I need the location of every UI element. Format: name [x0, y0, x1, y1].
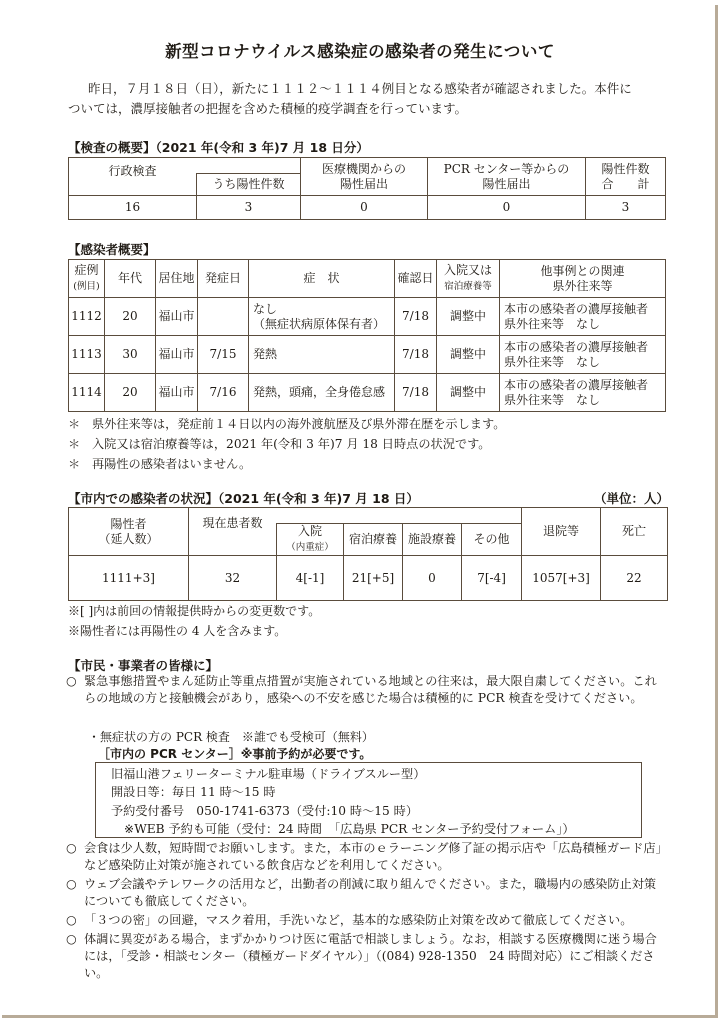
pcr-location: 旧福山港フェリーターミナル駐車場（ドライブスルー型）: [111, 767, 426, 781]
inspection-heading: 【検査の概要】（2021 年(令和 3 年)7 月 18 日分）: [68, 140, 369, 155]
advice-item: ○ 体調に異変がある場合，まずかかりつけ医に電話で相談しましょう。なお，相談する医療機関に迷う場合には，「受診・相談センター（積極ガードダイヤル）」（(084) 928-1350 24 時間対応）にご相談ください。: [66, 932, 657, 980]
header-onset: 発症日: [198, 260, 249, 298]
case-note: ＊ 県外往来等は，発症前１４日以内の海外渡航歴及び県外滞在歴を示します。: [68, 417, 506, 431]
header-medical: 医療機関からの 陽性届出: [301, 158, 428, 196]
header-age: 年代: [105, 260, 156, 298]
header-positive: 陽性者 （延人数）: [69, 508, 189, 556]
value-hospital: 4[-1]: [277, 556, 344, 601]
case-relation: 本市の感染者の濃厚接触者 県外往来等 なし: [500, 374, 666, 412]
pcr-web-link[interactable]: ※WEB 予約も可能（受付：24 時間 「広島県 PCR センター予約受付フォーム」）: [124, 822, 575, 836]
case-confirmed: 7/18: [395, 298, 437, 336]
citizens-heading: 【市民・事業者の皆様に】: [68, 658, 219, 673]
case-relation: 本市の感染者の濃厚接触者 県外往来等 なし: [500, 336, 666, 374]
header-status: 入院又は 宿泊療養等: [437, 260, 500, 298]
value-admin: 16: [69, 196, 197, 220]
cases-heading: 【感染者概要】: [68, 242, 156, 257]
value-facility: 0: [403, 556, 462, 601]
header-positive-of: うち陽性件数: [197, 174, 301, 196]
value-current: 32: [189, 556, 277, 601]
value-other: 7[-4]: [462, 556, 522, 601]
case-residence: 福山市: [156, 374, 198, 412]
case-number: 1112: [69, 298, 105, 336]
case-status: 調整中: [437, 374, 500, 412]
value-discharged: 1057[+3]: [522, 556, 601, 601]
header-hotel: 宿泊療養: [344, 524, 403, 556]
case-status: 調整中: [437, 336, 500, 374]
advice-item: ○ ウェブ会議やテレワークの活用など，出勤者の削減に取り組んでください。また，職場内の感染防止対策についても徹底してください。: [66, 877, 657, 908]
case-age: 30: [105, 336, 156, 374]
case-number: 1114: [69, 374, 105, 412]
pcr-hours: 開設日等：毎日 11 時～15 時: [111, 785, 276, 799]
header-residence: 居住地: [156, 260, 198, 298]
header-hospital: 入院 （内重症）: [277, 524, 344, 556]
circle-bullet-icon: ○: [66, 841, 77, 855]
status-unit: （単位：人）: [594, 491, 670, 506]
value-pcr: 0: [428, 196, 586, 220]
advice-item: ○ 「３つの密」の回避，マスク着用，手洗いなど，基本的な感染防止対策を改めて徹底してください。: [66, 913, 633, 927]
case-confirmed: 7/18: [395, 336, 437, 374]
advice-item: ○ 緊急事態措置やまん延防止等重点措置が実施されている地域との往来は，最大限自粛してください。これらの地域の方と接触機会があり，感染への不安を感じた場合は積極的に PCR 検査を受けてください。: [66, 674, 657, 705]
case-residence: 福山市: [156, 298, 198, 336]
header-current: 現在患者数: [189, 524, 277, 556]
case-onset: 7/15: [198, 336, 249, 374]
inspection-table: [68, 157, 666, 220]
page-shadow-right: [715, 5, 718, 1018]
header-pcr-center: PCR センター等からの 陽性届出: [428, 158, 586, 196]
case-age: 20: [105, 374, 156, 412]
circle-bullet-icon: ○: [66, 932, 77, 946]
header-admin: 行政検査: [69, 174, 197, 196]
circle-bullet-icon: ○: [66, 877, 77, 891]
pcr-center-box: [95, 762, 642, 838]
header-death: 死亡: [601, 508, 668, 556]
header-symptoms: 症 状: [249, 260, 395, 298]
case-note: ＊ 再陽性の感染者はいません。: [68, 457, 252, 471]
pcr-intro: ・無症状の方の PCR 検査 ※誰でも受検可（無料）: [88, 730, 374, 744]
intro-line-1: 昨日，７月１８日（日），新たに１１１２～１１１４例目となる感染者が確認されました。本件に: [88, 81, 632, 96]
case-relation: 本市の感染者の濃厚接触者 県外往来等 なし: [500, 298, 666, 336]
header-discharged: 退院等: [522, 508, 601, 556]
value-medical: 0: [301, 196, 428, 220]
pcr-center-heading: ［市内の PCR センター］※事前予約が必要です。: [98, 747, 372, 761]
circle-bullet-icon: ○: [66, 913, 77, 927]
case-row: [69, 336, 666, 374]
value-hotel: 21[+5]: [344, 556, 403, 601]
header-facility: 施設療養: [403, 524, 462, 556]
header-case: 症例 (例目): [69, 260, 105, 298]
case-row: [69, 374, 666, 412]
value-death: 22: [601, 556, 668, 601]
case-symptoms: 発熱: [249, 336, 395, 374]
case-note: ＊ 入院又は宿泊療養等は，2021 年(令和 3 年)7 月 18 日時点の状況です。: [68, 437, 491, 451]
header-relation: 他事例との関連 県外往来等: [500, 260, 666, 298]
pcr-phone: 予約受付番号 050-1741-6373（受付:10 時～15 時）: [111, 804, 419, 818]
intro-line-2: ついては，濃厚接触者の把握を含めた積極的疫学調査を行っています。: [68, 101, 468, 116]
header-other: その他: [462, 524, 522, 556]
value-total: 3: [586, 196, 666, 220]
value-positive-of: 3: [197, 196, 301, 220]
header-total: 陽性件数 合 計: [586, 158, 666, 196]
case-onset: [198, 298, 249, 336]
case-onset: 7/16: [198, 374, 249, 412]
advice-item: ○ 会食は少人数，短時間でお願いします。また，本市のｅラーニング修了証の掲示店や「広島積極ガード店」など感染防止対策が施されている飲食店などを利用してください。: [66, 841, 662, 872]
page-shadow-bottom: [2, 1015, 718, 1018]
case-symptoms: なし （無症状病原体保有者）: [249, 298, 395, 336]
header-confirmed: 確認日: [395, 260, 437, 298]
document-title: 新型コロナウイルス感染症の感染者の発生について: [165, 42, 555, 61]
circle-bullet-icon: ○: [66, 674, 77, 688]
case-residence: 福山市: [156, 336, 198, 374]
case-confirmed: 7/18: [395, 374, 437, 412]
case-age: 20: [105, 298, 156, 336]
case-number: 1113: [69, 336, 105, 374]
cases-table: [68, 259, 666, 412]
header-admin-inspection: [69, 158, 301, 174]
status-table: [68, 507, 668, 601]
case-symptoms: 発熱，頭痛，全身倦怠感: [249, 374, 395, 412]
case-row: [69, 298, 666, 336]
case-status: 調整中: [437, 298, 500, 336]
status-heading: 【市内での感染者の状況】（2021 年(令和 3 年)7 月 18 日）: [68, 491, 419, 506]
status-note: ※陽性者には再陽性の 4 人を含みます。: [68, 624, 287, 638]
status-note: ※[ ]内は前回の情報提供時からの変更数です。: [68, 604, 321, 618]
value-positive: 1111+3]: [69, 556, 189, 601]
